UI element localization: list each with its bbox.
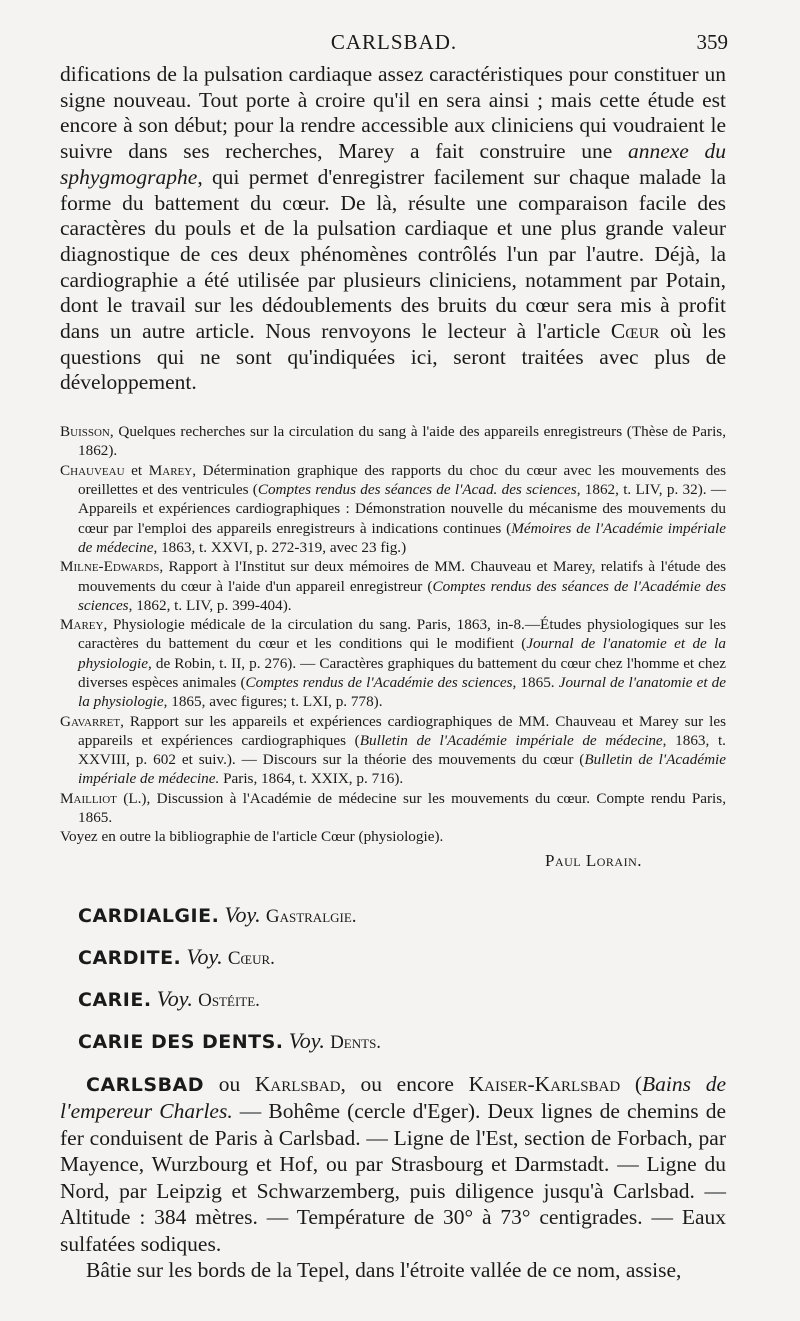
bibliography-entry: Marey, Physiologie médicale de la circulation du sang. Paris, 1863, in-8.—Études physiologiques sur les caractères du battement du cœur et les conditions qui le modifient (Journal de l'anatomie et de la physiologie, de Robin, t. II, p. 276). — Caractères graphiques du battement du cœur chez l'homme et chez diverses espèces animales (Comptes rendus de l'Académie des sciences, 1865. Journal de l'anatomie et de la physiologie, 1865, avec figures; t. LXI, p. 778). (60, 616, 726, 711)
author-name: Marey (148, 461, 193, 479)
bibliography-entry: Buisson, Quelques recherches sur la circulation du sang à l'aide des appareils enregistreurs (Thèse de Paris, 1862). (60, 423, 726, 460)
cross-reference-entry: CARIE DES DENTS. Voy. Dents. (78, 1027, 382, 1053)
author-name: Mailliot (60, 789, 117, 807)
cross-reference-entry: CARDITE. Voy. Cœur. (78, 943, 275, 969)
carlsbad-entry: CARLSBAD ou Karlsbad, ou encore Kaiser-Karlsbad (Bains de l'empereur Charles. — Bohême (cercle d'Eger). Deux lignes de chemins de fer conduisent de Paris à Carlsbad. — Ligne de l'Est, section de Forbach, par Mayence, Wurzbourg et Hof, ou par Strasbourg et Darmstadt. — Ligne du Nord, par Leipzig et Schwarzemberg, puis diligence jusqu'à Carlsbad. — Altitude : 384 mètres. — Température de 30° à 73° centigrades. — Eaux sulfatées sodiques. (60, 1071, 726, 1256)
headword: CARDIALGIE. (78, 904, 220, 927)
article-ref: Cœur (610, 319, 660, 344)
cross-reference-entry: CARIE. Voy. Ostéite. (78, 985, 260, 1011)
headword: CARLSBAD (86, 1073, 205, 1096)
bibliography-entry: Mailliot (L.), Discussion à l'Académie de médecine sur les mouvements du cœur. Compte rendu Paris, 1865. (60, 789, 726, 827)
author-name: Gavarret (60, 712, 121, 730)
page-header (60, 30, 728, 58)
cross-reference-entry: CARDIALGIE. Voy. Gastralgie. (78, 901, 357, 927)
headword: CARDITE. (78, 946, 182, 969)
running-head: CARLSBAD. (330, 30, 458, 54)
author-name: Chauveau (60, 461, 125, 479)
see-also-note: Voyez en outre la bibliographie de l'article Cœur (physiologie). (60, 828, 444, 846)
cross-reference-target: Gastralgie. (265, 905, 357, 927)
headword: CARIE DES DENTS. (78, 1030, 284, 1053)
cross-references (60, 895, 726, 1063)
continuation-paragraph: Bâtie sur les bords de la Tepel, dans l'étroite vallée de ce nom, assise, (86, 1258, 682, 1283)
author-name: Marey (60, 616, 104, 634)
bibliography (60, 422, 726, 847)
bibliography-entry: Chauveau et Marey, Détermination graphique des rapports du choc du cœur avec les mouvements des oreillettes et des ventricules (Comptes rendus des séances de l'Acad. des sciences, 1862, t. LIV, p. 32). — Appareils et expériences cardiographiques : Démonstration nouvelle du mécanisme des mouvements du cœur par l'emploi des appareils enregistreurs à indications continues (Mémoires de l'Académie impériale de médecine, 1863, t. XXVI, p. 272-319, avec 23 fig.) (60, 461, 727, 556)
author-signature: Paul Lorain. (545, 850, 642, 870)
text-block (60, 62, 726, 1284)
bibliography-entry: Gavarret, Rapport sur les appareils et expériences cardiographiques de MM. Chauveau et Marey sur les appareils et expériences cardiographiques (Bulletin de l'Académie impériale de médecine, 1863, t. XXVIII, p. 602 et suiv.). — Discours sur la théorie des mouvements du cœur (Bulletin de l'Académie impériale de médecine. Paris, 1864, t. XXIX, p. 716). (60, 712, 726, 788)
page-number: 359 (696, 30, 728, 54)
cross-reference-target: Ostéite. (198, 989, 260, 1011)
author-name: Milne-Edwards (60, 558, 160, 576)
cross-reference-target: Cœur. (227, 947, 275, 969)
main-paragraph: difications de la pulsation cardiaque assez caractéristiques pour constituer un signe nouveau. Tout porte à croire qu'il en sera ainsi ; mais cette étude est encore à son début; pour la rendre accessible aux cliniciens qui voudraient le suivre dans ses recherches, Marey a fait construire une annexe du sphygmographe, qui permet d'enregistrer facilement sur chaque malade la forme du battement du cœur. De là, résulte une comparaison facile des caractères du pouls et de la pulsation cardiaque et une plus grande valeur diagnostique de ces deux phénomènes contrôlés l'un par l'autre. Déjà, la cardiographie a été utilisée par plusieurs cliniciens, notamment par Potain, dont le travail sur les dédoublements des bruits du cœur sera mis à profit dans un autre article. Nous renvoyons le lecteur à l'article Cœur où les questions qui ne sont qu'indiquées ici, seront traitées avec plus de développement. (60, 62, 726, 395)
headword: CARIE. (78, 988, 152, 1011)
italic-term: annexe du sphygmographe (60, 139, 726, 189)
bibliography-entry: Milne-Edwards, Rapport à l'Institut sur deux mémoires de MM. Chauveau et Marey, relatifs à l'étude des mouvements du cœur à l'aide d'un appareil enregistreur (Comptes rendus des séances de l'Académie des sciences, 1862, t. LIV, p. 399-404). (60, 558, 726, 614)
author-name: Buisson (60, 423, 110, 441)
cross-reference-target: Dents. (330, 1031, 382, 1053)
